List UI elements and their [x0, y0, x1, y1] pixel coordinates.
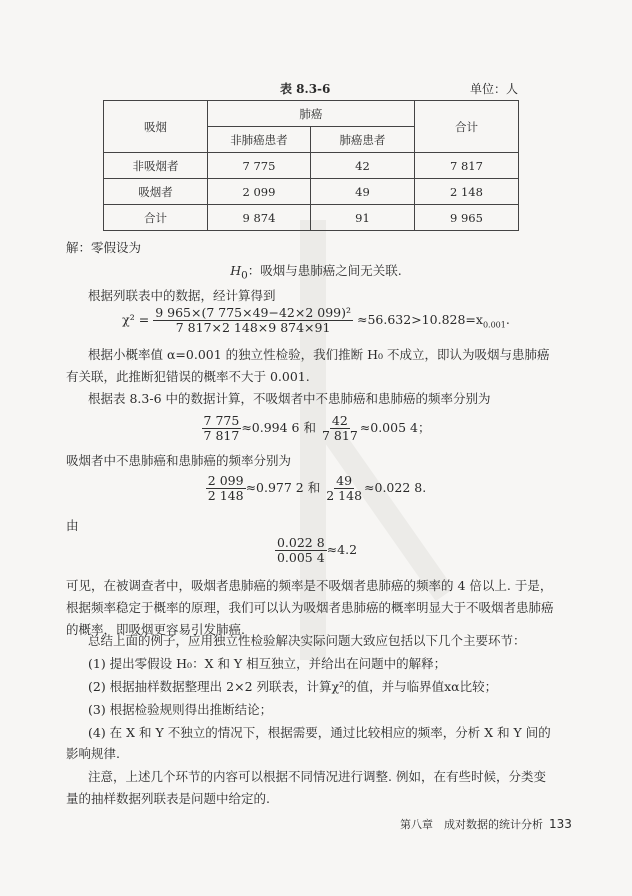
null-hypothesis: [0, 263, 632, 284]
cell: 2 099: [207, 179, 310, 205]
header-lung-cancer: 肺癌: [207, 101, 414, 127]
chi-numerator: 9 965×(7 775×49−42×2 099)²: [155, 305, 352, 320]
table-row: [104, 153, 519, 179]
frac-num: 42: [331, 413, 348, 428]
frac-val: ≈0.977 2 和: [245, 480, 321, 495]
paragraph: 的概率，即吸烟更容易引发肺癌.: [66, 622, 245, 637]
summary-step: (4) 在 X 和 Y 不独立的情况下，根据需要，通过比较相应的频率，分析 X 和 Y 间的: [88, 725, 551, 740]
frac-num: 49: [336, 473, 353, 488]
summary-step: (3) 根据检验规则得出推断结论；: [88, 702, 273, 717]
frac-den: 2 148: [326, 488, 363, 503]
paragraph: 吸烟者中不患肺癌和患肺癌的频率分别为: [66, 453, 292, 468]
paragraph: 有关联，此推断犯错误的概率不大于 0.001.: [66, 369, 310, 384]
row-label: 非吸烟者: [104, 153, 208, 179]
frac-den: 0.005 4: [276, 550, 325, 565]
summary-step-cont: 影响规律.: [66, 746, 120, 761]
header-total: 合计: [414, 101, 518, 153]
cell: 9 874: [207, 205, 310, 231]
page-number: 133: [549, 817, 572, 831]
cell: 49: [310, 179, 414, 205]
cell: 7 775: [207, 153, 310, 179]
cell: 42: [310, 153, 414, 179]
frac-num: 2 099: [207, 473, 244, 488]
table-caption: 表 8.3-6: [280, 82, 331, 96]
page-footer: [400, 816, 572, 832]
h-sub: 0: [241, 269, 248, 282]
note: 量的抽样数据列联表是问题中给定的.: [66, 791, 270, 806]
contingency-table: [103, 100, 519, 231]
cell: 91: [310, 205, 414, 231]
table-row: [104, 179, 519, 205]
paragraph: 根据频率稳定于概率的原理，我们可以认为吸烟者患肺癌的概率明显大于不吸烟者患肺癌: [66, 600, 554, 615]
paragraph: 根据表 8.3-6 中的数据计算，不吸烟者中不患肺癌和患肺癌的频率分别为: [88, 391, 491, 406]
fraction-line-3: [0, 536, 632, 565]
frac-val: ≈0.005 4；: [359, 420, 431, 435]
row-label: 吸烟者: [104, 179, 208, 205]
cell: 7 817: [414, 153, 518, 179]
chi-square-formula: [0, 306, 632, 335]
h-symbol: H: [230, 263, 242, 278]
fraction-line-1: [0, 414, 632, 443]
paragraph: 可见，在被调查者中，吸烟者患肺癌的频率是不吸烟者患肺癌的频率的 4 倍以上. 于是，: [66, 578, 553, 593]
paragraph: 由: [66, 518, 79, 533]
frac-val: ≈0.994 6 和: [241, 420, 316, 435]
note: 注意，上述几个环节的内容可以根据不同情况进行调整. 例如，在有些时候，分类变: [88, 769, 546, 784]
header-non-patient: 非肺癌患者: [207, 127, 310, 153]
frac-num: 7 775: [203, 413, 240, 428]
h0-text: ：吸烟与患肺癌之间无关联.: [247, 263, 402, 278]
chi-end: .: [505, 312, 510, 327]
chi-lhs: χ² =: [122, 312, 150, 327]
table-row: [104, 205, 519, 231]
summary-step: (2) 根据抽样数据整理出 2×2 列联表，计算χ²的值，并与临界值xα比较；: [88, 679, 498, 694]
header-patient: 肺癌患者: [310, 127, 414, 153]
paragraph: 根据小概率值 α=0.001 的独立性检验，我们推断 H₀ 不成立，即认为吸烟与患肺癌: [88, 347, 550, 362]
frac-den: 7 817: [321, 428, 358, 443]
calc-intro: 根据列联表中的数据，经计算得到: [88, 288, 276, 303]
table-unit: 单位：人: [470, 82, 519, 96]
chapter-title: 第八章 成对数据的统计分析: [400, 818, 543, 831]
watermark-stroke: [321, 425, 454, 601]
chi-rhs: ≈56.632>10.828=x: [357, 312, 483, 327]
cell: 2 148: [414, 179, 518, 205]
solution-intro: 解：零假设为: [66, 240, 142, 255]
row-label: 合计: [104, 205, 208, 231]
summary-step: (1) 提出零假设 H₀：X 和 Y 相互独立，并给出在问题中的解释；: [88, 656, 447, 671]
fraction-line-2: [0, 474, 632, 503]
frac-den: 2 148: [207, 488, 244, 503]
header-smoking: 吸烟: [104, 101, 208, 153]
chi-denominator: 7 817×2 148×9 874×91: [175, 320, 331, 335]
cell: 9 965: [414, 205, 518, 231]
frac-val: ≈4.2: [326, 542, 358, 557]
frac-den: 7 817: [203, 428, 240, 443]
chi-sub: 0.001: [482, 320, 506, 330]
frac-num: 0.022 8: [276, 535, 325, 550]
frac-val: ≈0.022 8.: [364, 480, 427, 495]
summary-intro: 总结上面的例子，应用独立性检验解决实际问题大致应包括以下几个主要环节：: [88, 633, 526, 648]
